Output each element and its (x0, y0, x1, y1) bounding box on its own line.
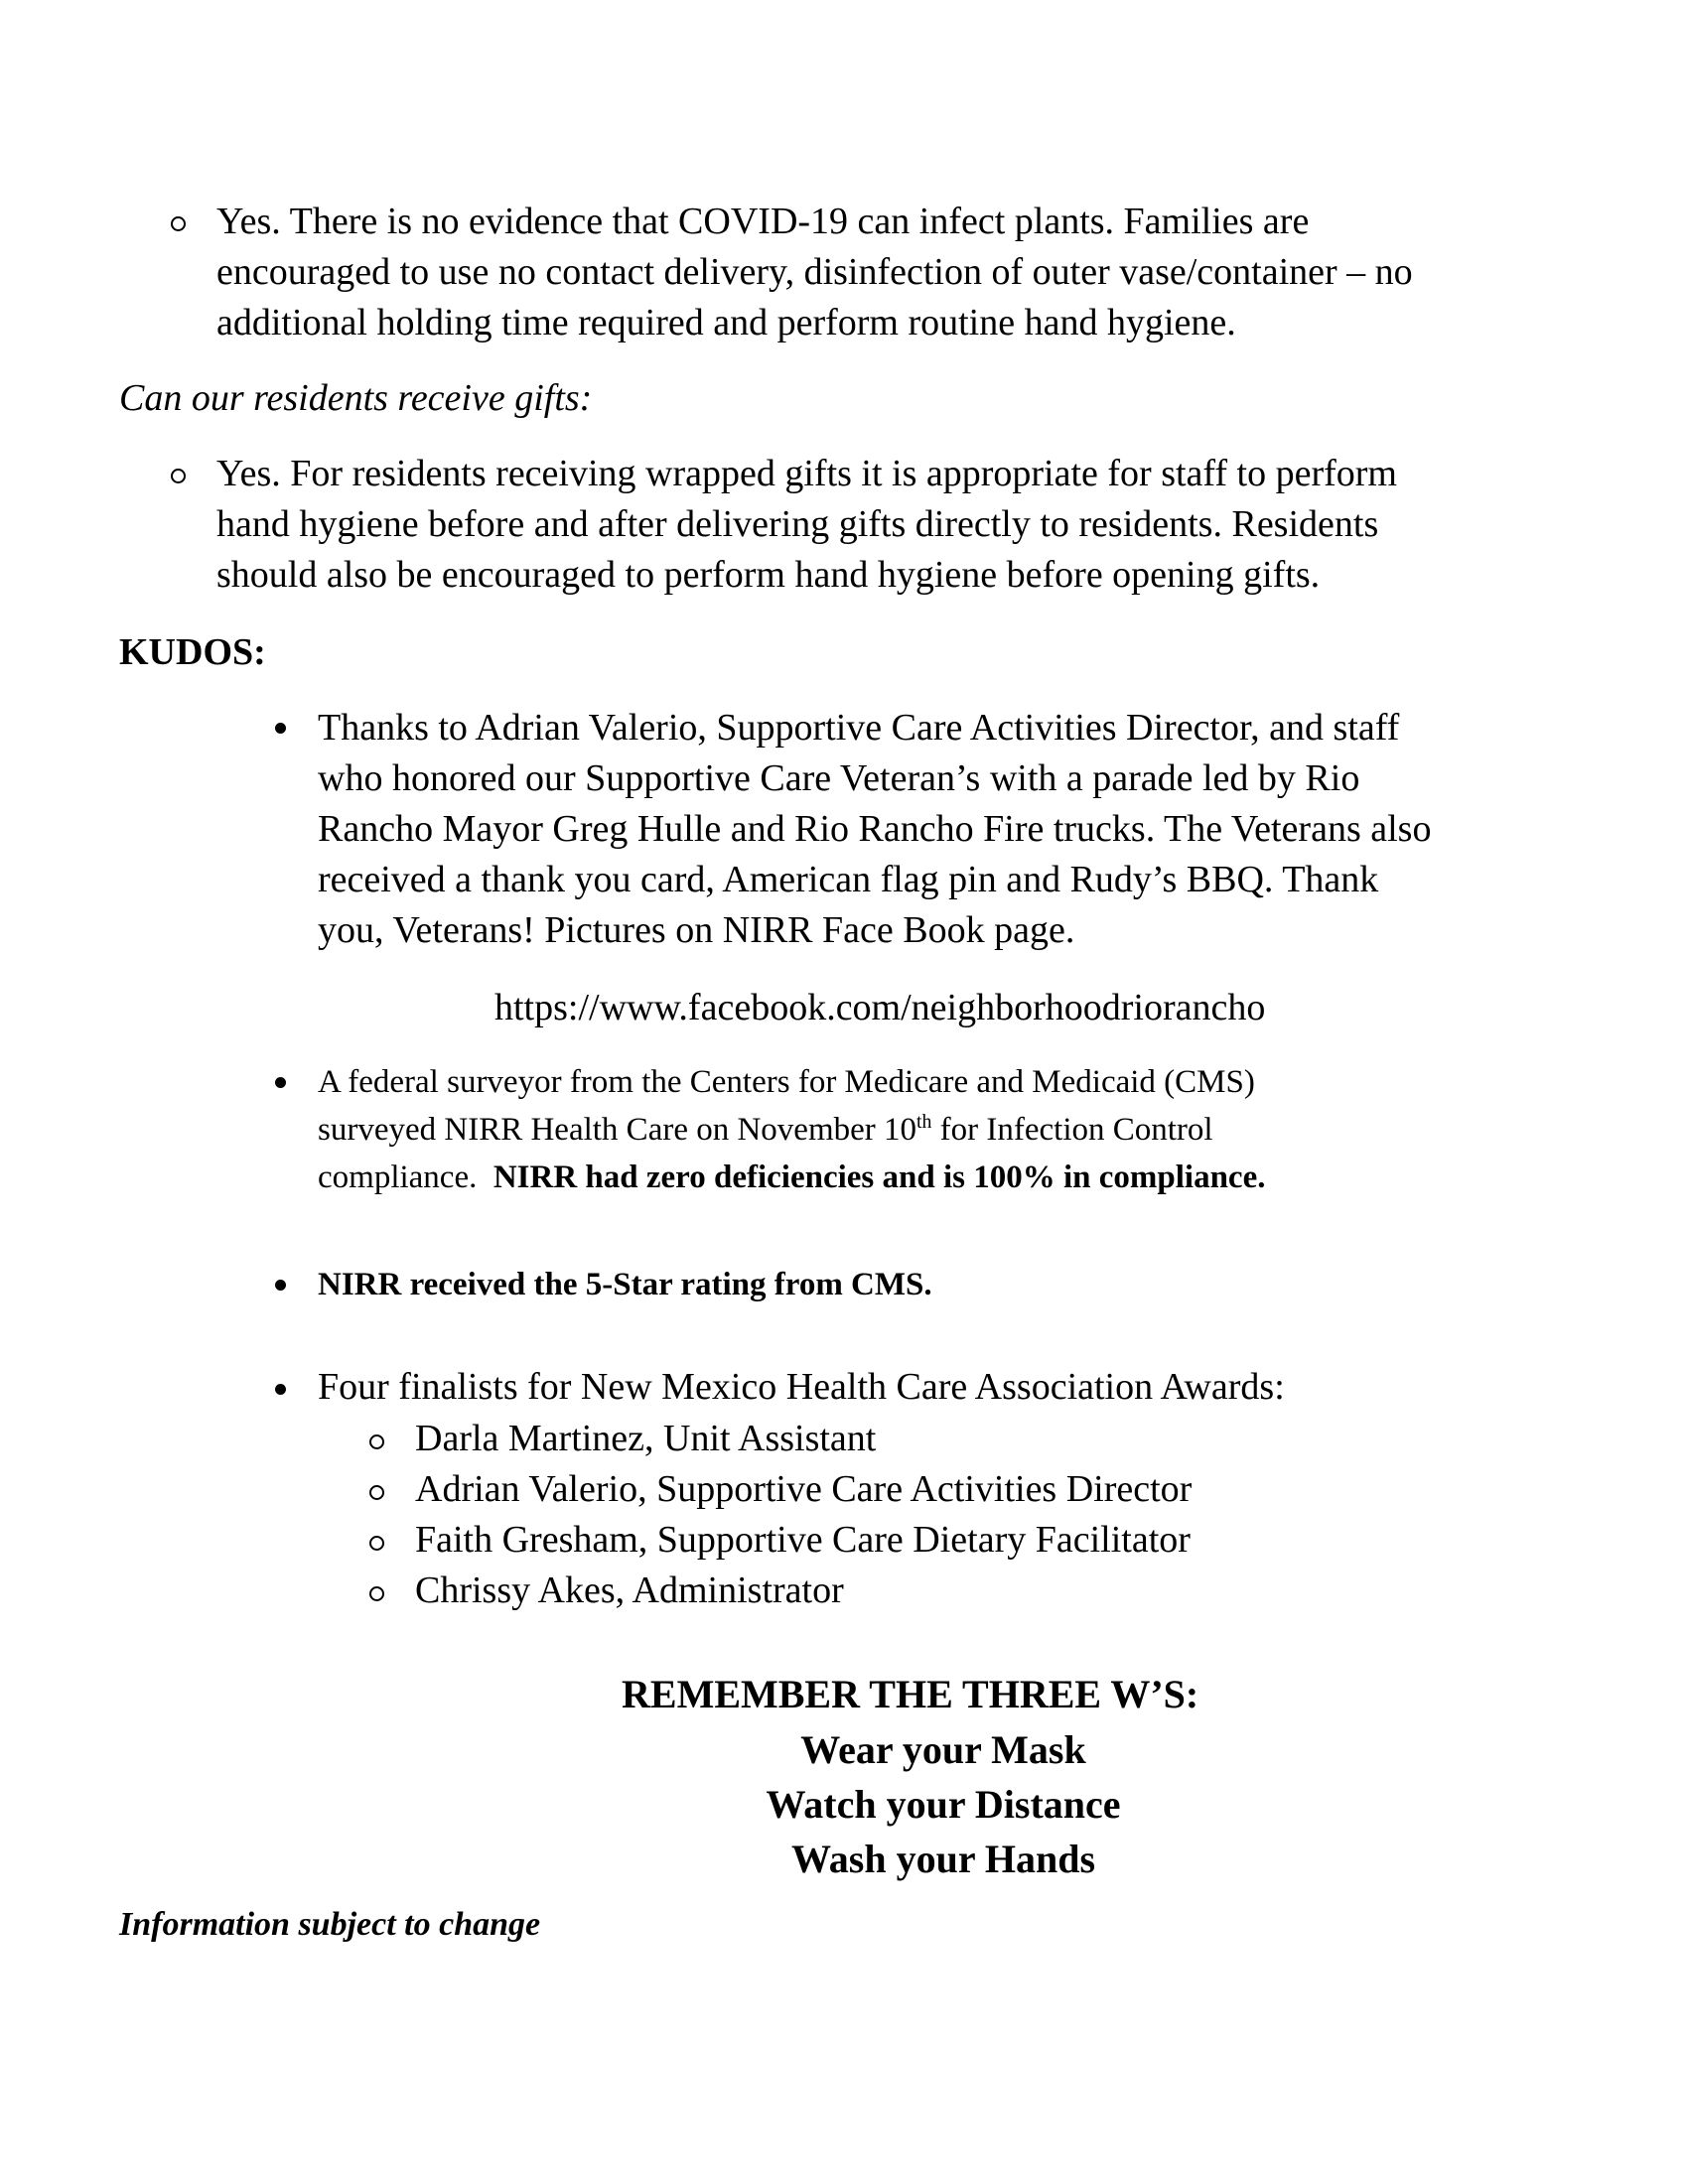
disc-bullet-icon (275, 1077, 286, 1088)
reminder-line: Watch your Distance (766, 1782, 1121, 1827)
survey-text (318, 1058, 1265, 1201)
circle-bullet-icon (369, 1586, 384, 1601)
finalists-intro: Four finalists for New Mexico Health Care Association Awards: (318, 1366, 1285, 1408)
rating-text: NIRR received the 5-Star rating from CMS. (318, 1267, 932, 1302)
veterans-text (318, 703, 1431, 956)
disc-bullet-icon (275, 1280, 286, 1291)
reminder-line: Wear your Mask (800, 1727, 1086, 1772)
finalist-item: Darla Martinez, Unit Assistant (415, 1418, 877, 1459)
text-segment: for Infection Control (931, 1112, 1213, 1148)
text-line: who honored our Supportive Care Veteran’s with a parade led by Rio (318, 757, 1360, 799)
footer-note: Information subject to change (119, 1906, 541, 1943)
text-line (318, 1106, 1265, 1154)
text-line: Thanks to Adrian Valerio, Supportive Care Activities Director, and staff (318, 707, 1400, 749)
text-line: additional holding time required and perform routine hand hygiene. (216, 302, 1236, 343)
circle-bullet-icon (369, 1485, 384, 1500)
text-segment: surveyed NIRR Health Care on November 10 (318, 1112, 917, 1148)
disc-bullet-icon (275, 723, 286, 734)
bold-text-segment: NIRR had zero deficiencies and is 100% in compliance. (492, 1160, 1266, 1195)
text-line: should also be encouraged to perform hand hygiene before opening gifts. (216, 554, 1321, 596)
text-line: encouraged to use no contact delivery, disinfection of outer vase/container – no (216, 251, 1413, 293)
finalist-item: Chrissy Akes, Administrator (415, 1570, 844, 1611)
text-line: received a thank you card, American flag pin and Rudy’s BBQ. Thank (318, 859, 1379, 900)
circle-bullet-icon (369, 1536, 384, 1551)
text-line: Rancho Mayor Greg Hulle and Rio Rancho Fire trucks. The Veterans also (318, 808, 1432, 850)
text-line: A federal surveyor from the Centers for Medicare and Medicaid (CMS) (318, 1064, 1255, 1100)
reminder-line: Wash your Hands (790, 1837, 1096, 1881)
gifts-question: Can our residents receive gifts: (119, 377, 593, 419)
finalist-item: Adrian Valerio, Supportive Care Activities Director (415, 1468, 1193, 1510)
circle-bullet-icon (369, 1434, 384, 1449)
superscript: th (916, 1111, 932, 1133)
finalist-item: Faith Gresham, Supportive Care Dietary Facilitator (415, 1519, 1191, 1561)
plants-answer-text (216, 197, 1413, 348)
text-line (318, 1154, 1265, 1201)
reminder-title: REMEMBER THE THREE W’S: (622, 1672, 1199, 1716)
text-line: hand hygiene before and after delivering gifts directly to residents. Residents (216, 503, 1379, 545)
disc-bullet-icon (275, 1384, 286, 1395)
gifts-answer-text (216, 449, 1397, 601)
circle-bullet-icon (171, 216, 186, 231)
circle-bullet-icon (171, 469, 186, 483)
text-segment: compliance. (318, 1160, 493, 1195)
text-line: Yes. There is no evidence that COVID-19 can infect plants. Families are (216, 201, 1310, 242)
text-line: you, Veterans! Pictures on NIRR Face Book page. (318, 909, 1075, 951)
facebook-link[interactable]: https://www.facebook.com/neighborhoodriorancho (494, 987, 1266, 1028)
text-line: Yes. For residents receiving wrapped gifts it is appropriate for staff to perform (216, 453, 1397, 494)
kudos-heading: KUDOS: (119, 631, 266, 673)
